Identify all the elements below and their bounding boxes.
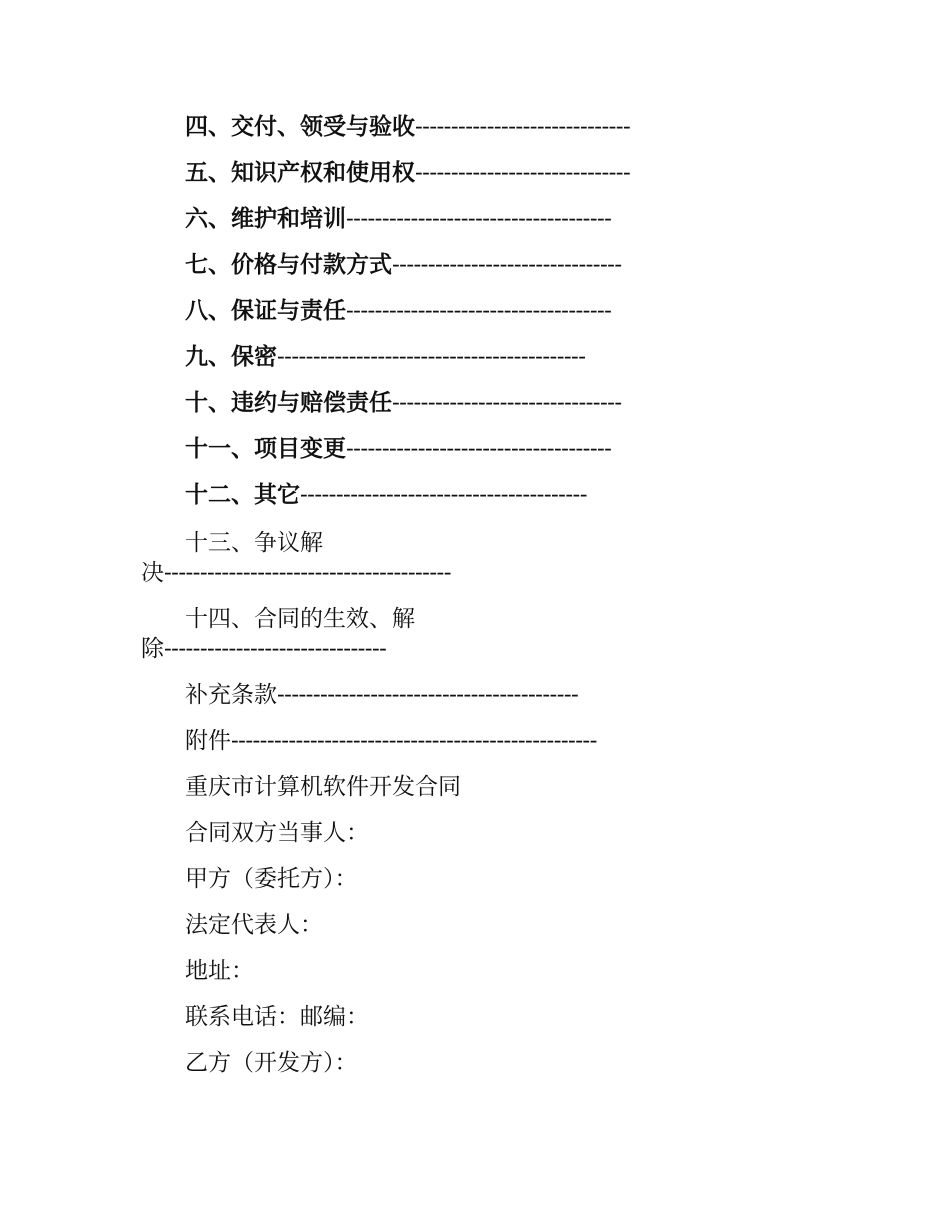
toc-label: 五、知识产权和使用权	[185, 159, 415, 186]
toc-label: 除	[141, 636, 164, 662]
toc-leader: ---------------------------------------------------	[231, 728, 597, 754]
toc-entry-wrapped-line1: 十四、合同的生效、解	[185, 606, 415, 632]
toc-entry	[185, 480, 587, 510]
toc-label: 六、维护和培训	[185, 205, 346, 232]
toc-label: 十、违约与赔偿责任	[185, 389, 392, 416]
toc-leader: ------------------------------	[415, 114, 631, 140]
toc-label: 补充条款	[185, 682, 277, 708]
toc-entry	[185, 342, 585, 372]
toc-leader: -------------------------------------------	[277, 344, 586, 370]
toc-leader: ------------------------------------------	[277, 682, 579, 708]
toc-label: 十一、项目变更	[185, 435, 346, 462]
toc-leader: --------------------------------	[392, 252, 622, 278]
contact-label: 联系电话：邮编：	[185, 1004, 369, 1030]
toc-entry-wrapped-line2	[141, 634, 386, 664]
address-label: 地址：	[185, 958, 254, 984]
parties-heading: 合同双方当事人：	[185, 820, 369, 846]
toc-entry	[185, 388, 622, 418]
toc-label: 八、保证与责任	[185, 297, 346, 324]
toc-leader: ------------------------------	[415, 160, 631, 186]
toc-label: 四、交付、领受与验收	[185, 113, 415, 140]
toc-entry	[185, 680, 578, 710]
toc-entry	[185, 434, 611, 464]
toc-label: 十二、其它	[185, 481, 300, 508]
toc-leader: -------------------------------------	[346, 298, 612, 324]
toc-leader: --------------------------------	[392, 390, 622, 416]
toc-entry	[185, 112, 630, 142]
toc-leader: ----------------------------------------	[164, 560, 451, 586]
legal-representative-label: 法定代表人：	[185, 912, 323, 938]
toc-leader: ----------------------------------------	[300, 482, 587, 508]
toc-label: 七、价格与付款方式	[185, 251, 392, 278]
toc-entry	[185, 296, 611, 326]
toc-label: 决	[141, 560, 164, 586]
toc-label: 九、保密	[185, 343, 277, 370]
toc-label: 附件	[185, 728, 231, 754]
toc-leader: -------------------------------------	[346, 436, 612, 462]
toc-leader: -------------------------------	[164, 636, 387, 662]
toc-entry	[185, 726, 597, 756]
party-a-label: 甲方（委托方）：	[185, 866, 358, 892]
party-b-label: 乙方（开发方）：	[185, 1050, 358, 1076]
toc-entry	[185, 158, 630, 188]
toc-entry	[185, 204, 611, 234]
toc-leader: -------------------------------------	[346, 206, 612, 232]
contract-title: 重庆市计算机软件开发合同	[185, 774, 461, 800]
toc-entry-wrapped-line2	[141, 558, 451, 588]
toc-entry-wrapped-line1: 十三、争议解	[185, 530, 323, 556]
toc-entry	[185, 250, 622, 280]
